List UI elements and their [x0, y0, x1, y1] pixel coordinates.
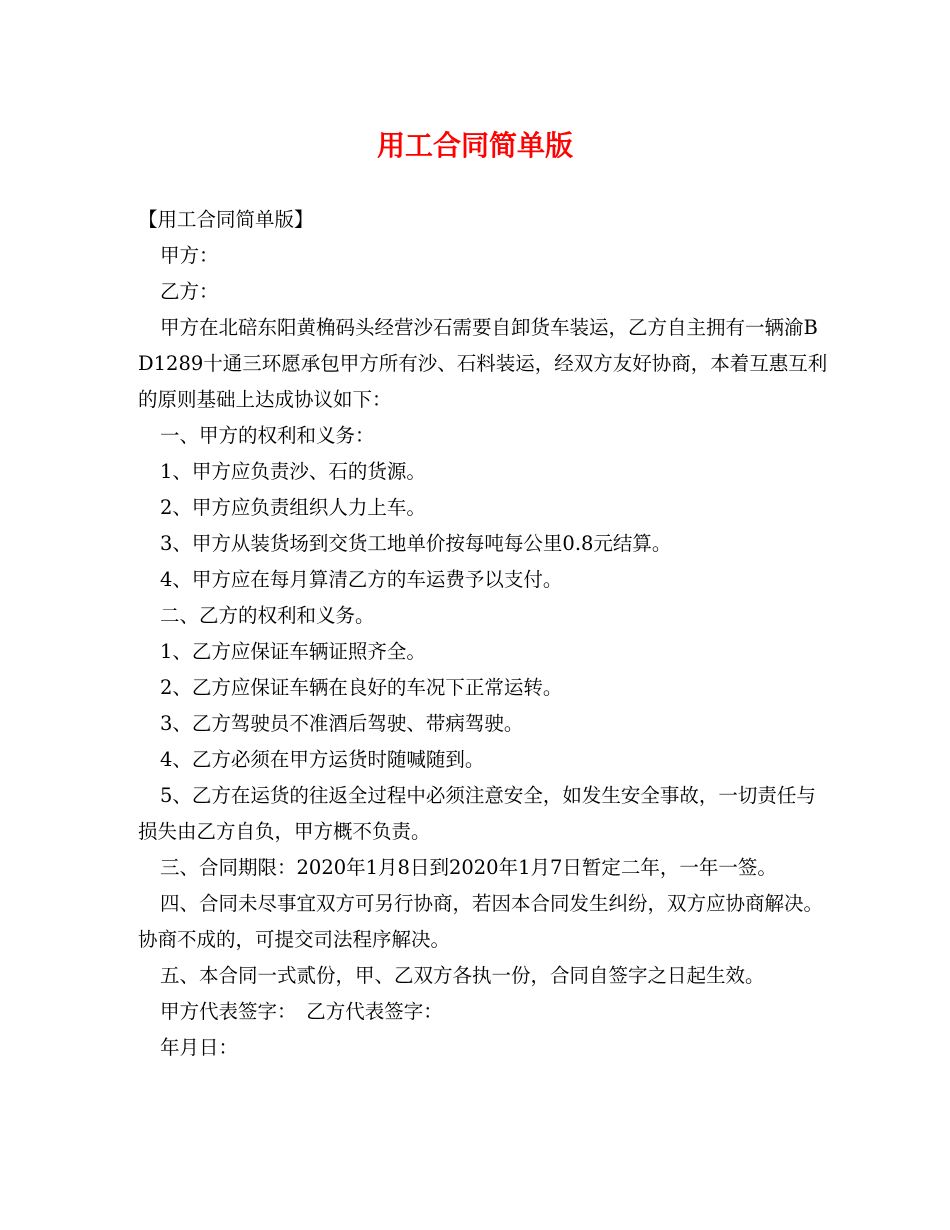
- paragraph-section-3: 三、合同期限：2020年1月8日到2020年1月7日暂定二年，一年一签。: [160, 856, 777, 879]
- paragraph-section-4: 四、合同未尽事宜双方可另行协商，若因本合同发生纠纷，双方应协商解决。协商不成的，可提交司法程序解决。: [138, 892, 824, 951]
- document-title: 用工合同简单版: [376, 129, 573, 162]
- paragraph-item: 2、甲方应负责组织人力上车。: [160, 496, 426, 519]
- paragraph-section-5: 五、本合同一式贰份，甲、乙双方各执一份，合同自签字之日起生效。: [160, 964, 765, 987]
- paragraph-item: 4、乙方必须在甲方运货时随喊随到。: [160, 748, 485, 771]
- paragraph-heading: 【用工合同简单版】: [138, 208, 314, 231]
- paragraph-item: 2、乙方应保证车辆在良好的车况下正常运转。: [160, 676, 563, 699]
- paragraph-signatures: 甲方代表签字： 乙方代表签字：: [160, 1000, 443, 1023]
- paragraph-item: 3、甲方从装货场到交货工地单价按每吨每公里0.8元结算。: [160, 532, 672, 555]
- paragraph-item: 1、甲方应负责沙、石的货源。: [160, 460, 426, 483]
- paragraph-section-2: 二、乙方的权利和义务。: [160, 604, 375, 627]
- paragraph-item: 4、甲方应在每月算清乙方的车运费予以支付。: [160, 568, 563, 591]
- paragraph-party-b: 乙方：: [160, 280, 219, 303]
- paragraph-section-1: 一、甲方的权利和义务：: [160, 424, 375, 447]
- paragraph-item: 3、乙方驾驶员不准酒后驾驶、带病驾驶。: [160, 712, 524, 735]
- paragraph-item: 5、乙方在运货的往返全过程中必须注意安全，如发生安全事故，一切责任与损失由乙方自负，甲方概不负责。: [138, 784, 816, 843]
- paragraph-item: 1、乙方应保证车辆证照齐全。: [160, 640, 426, 663]
- paragraph-intro: 甲方在北碚东阳黄桷码头经营沙石需要自卸货车装运，乙方自主拥有一辆渝BD1289十通三环愿承包甲方所有沙、石料装运，经双方友好协商，本着互惠互利的原则基础上达成协议如下：: [138, 316, 828, 411]
- paragraph-party-a: 甲方：: [160, 244, 219, 267]
- paragraph-date: 年月日：: [160, 1036, 239, 1059]
- document-body: [138, 202, 828, 1066]
